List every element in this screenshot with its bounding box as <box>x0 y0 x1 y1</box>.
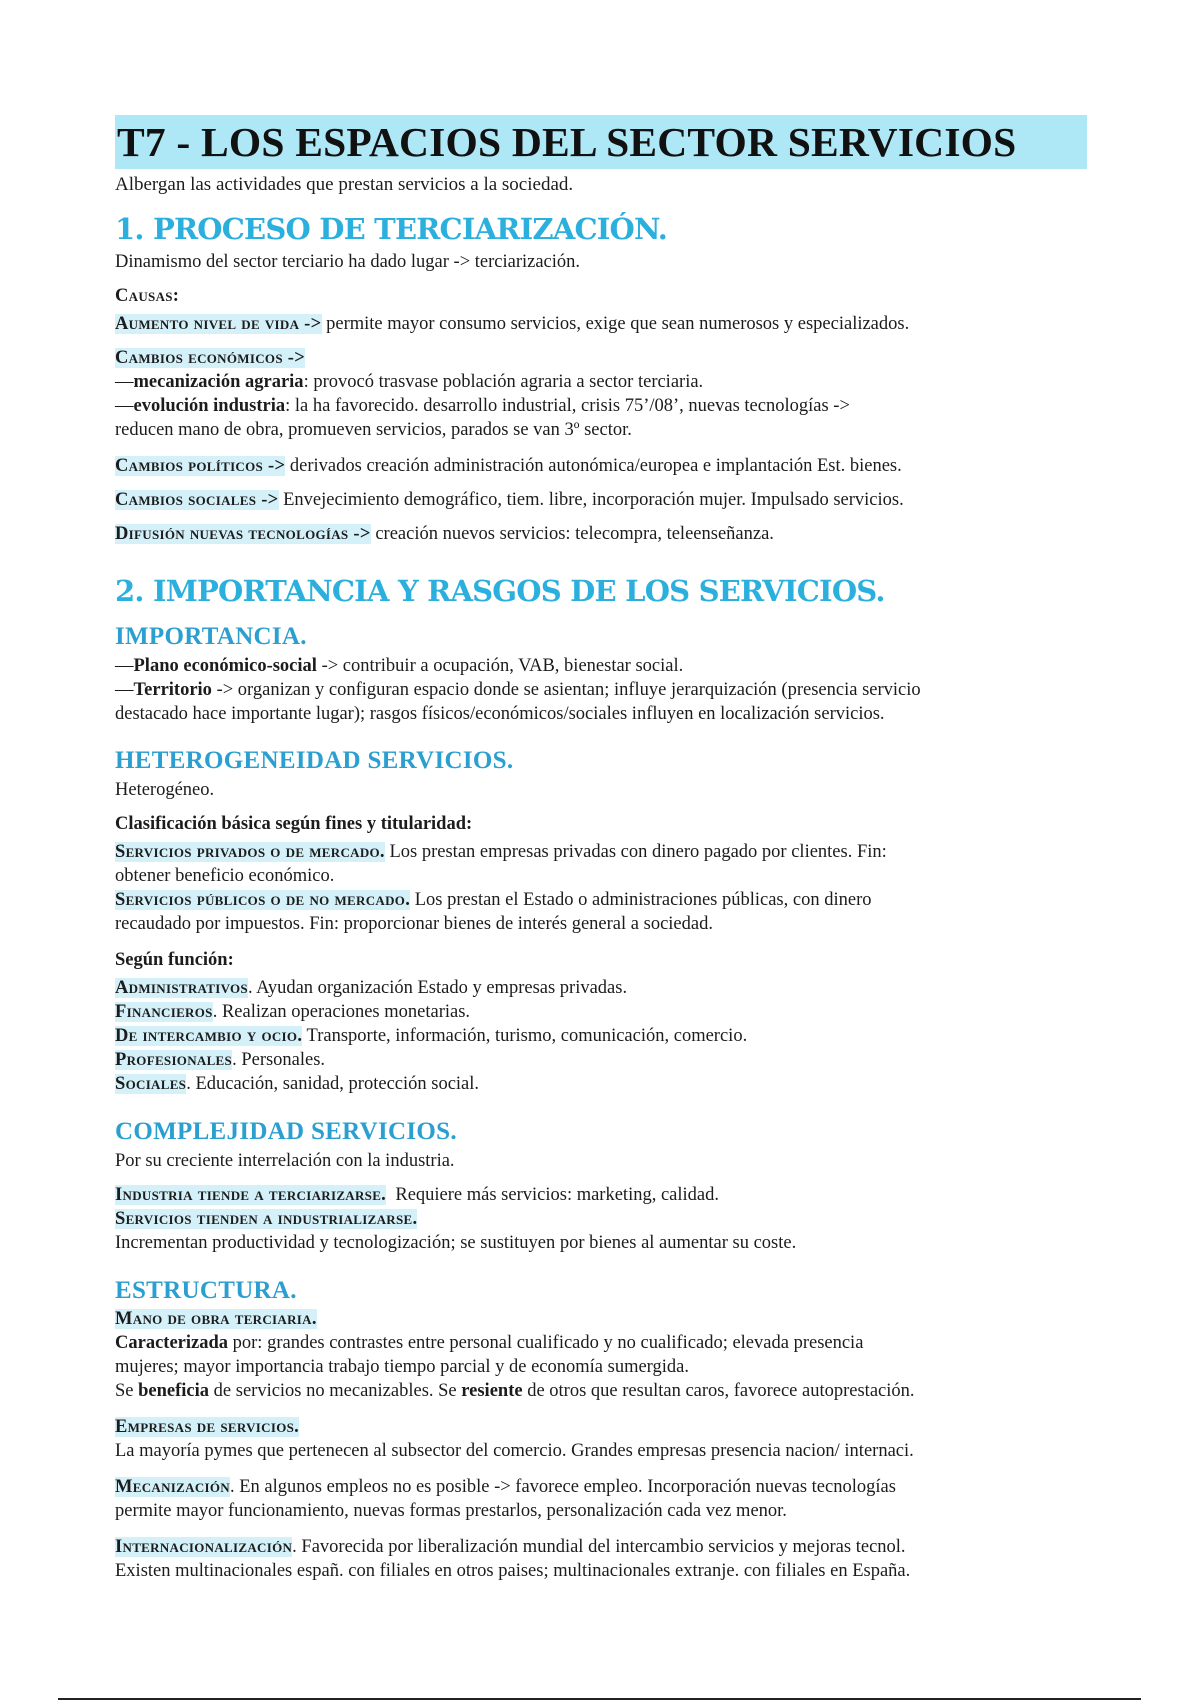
funcion-item-text: . Realizan operaciones monetarias. <box>212 1002 471 1022</box>
caracterizada-bold: Caracterizada <box>115 1333 229 1353</box>
funcion-item-label: Administrativos <box>115 978 248 998</box>
section-1-heading: 1. PROCESO DE TERCIARIZACIÓN. <box>115 212 668 246</box>
dash: — <box>115 372 134 392</box>
cambios-economicos-label <box>115 346 1090 370</box>
dash: — <box>115 396 134 416</box>
causas-label <box>115 284 1090 308</box>
dash: — <box>115 656 134 676</box>
publicos-text: Los prestan el Estado o administraciones públicas, con dinero <box>410 890 872 910</box>
territorio-bold: Territorio <box>133 680 212 700</box>
resiente-bold: resiente <box>461 1381 523 1401</box>
funcion-item-text: Transporte, información, turismo, comunicación, comercio. <box>302 1026 748 1046</box>
publicos-label: Servicios públicos o de no mercado. <box>115 890 411 910</box>
plano-line <box>115 654 1090 678</box>
cambios-sociales-text: Envejecimiento demográfico, tiem. libre, incorporación mujer. Impulsado servicios. <box>278 490 904 510</box>
beneficia-text-a: Se <box>115 1381 139 1401</box>
mecanizacion-bold: mecanización agraria <box>133 372 304 392</box>
plano-bold: Plano económico-social <box>133 656 317 676</box>
aumento-text: permite mayor consumo servicios, exige que sean numerosos y especializados. <box>321 314 910 334</box>
complejidad-heading: COMPLEJIDAD SERVICIOS. <box>115 1118 457 1145</box>
funcion-label <box>115 948 1090 972</box>
funcion-item-text: . Educación, sanidad, protección social. <box>186 1074 480 1094</box>
estructura-heading: ESTRUCTURA. <box>115 1277 297 1304</box>
mecanizacion-text: : provocó trasvase población agraria a sector terciaria. <box>303 372 704 392</box>
empresas-text: La mayoría pymes que pertenecen al subsector del comercio. Grandes empresas presencia nacion/ internaci. <box>115 1441 914 1461</box>
privados-paragraph <box>115 840 1090 864</box>
evolucion-line <box>115 394 1090 418</box>
publicos-line-2: recaudado por impuestos. Fin: proporcionar bienes de interés general a sociedad. <box>115 914 713 934</box>
privados-label: Servicios privados o de mercado. <box>115 842 385 862</box>
funcion-item-text: . Ayudan organización Estado y empresas privadas. <box>247 978 628 998</box>
clasificacion-label <box>115 812 1090 836</box>
territorio-line <box>115 678 1090 702</box>
industria-text: Requiere más servicios: marketing, calidad. <box>386 1185 720 1205</box>
industria-label: Industria tiende a terciarizarse. <box>115 1185 387 1205</box>
privados-text: Los prestan empresas privadas con dinero pagado por clientes. Fin: <box>384 842 887 862</box>
funcion-item <box>115 1000 1090 1024</box>
aumento-label: Aumento nivel de vida -> <box>115 314 322 334</box>
complejidad-lead: Por su creciente interrelación con la industria. <box>115 1151 455 1171</box>
internacionalizacion-text: . Favorecida por liberalización mundial del intercambio servicios y mejoras tecnol. <box>292 1537 906 1557</box>
mecanizacion-paragraph <box>115 1475 1090 1499</box>
beneficia-line <box>115 1379 1090 1403</box>
cambios-politicos-label: Cambios políticos -> <box>115 456 286 476</box>
funcion-label-text: Según función: <box>115 950 234 970</box>
publicos-paragraph <box>115 888 1090 912</box>
intro-text: Albergan las actividades que prestan servicios a la sociedad. <box>115 174 574 195</box>
cambios-politicos-text: derivados creación administración autonómica/europea e implantación Est. bienes. <box>285 456 902 476</box>
heterogeneidad-lead: Heterogéneo. <box>115 780 215 800</box>
funcion-item-text: . Personales. <box>232 1050 326 1070</box>
mecanizacion-text: . En algunos empleos no es posible -> favorece empleo. Incorporación nuevas tecnologías <box>229 1477 896 1497</box>
page-title: T7 - LOS ESPACIOS DEL SECTOR SERVICIOS <box>115 115 1087 169</box>
difusion-label: Difusión nuevas tecnologías -> <box>115 524 371 544</box>
funcion-item-label: De intercambio y ocio. <box>115 1026 303 1046</box>
servicios-industrializarse-label-text: Servicios tienden a industrializarse. <box>115 1209 418 1229</box>
importancia-heading: IMPORTANCIA. <box>115 623 307 650</box>
difusion-text: creación nuevos servicios: telecompra, teleenseñanza. <box>370 524 774 544</box>
internacionalizacion-paragraph <box>115 1535 1090 1559</box>
aumento-paragraph <box>115 312 1090 336</box>
evolucion-line-2: reducen mano de obra, promueven servicios, parados se van 3º sector. <box>115 420 632 440</box>
empresas-label <box>115 1415 1090 1439</box>
privados-line-2: obtener beneficio económico. <box>115 866 335 886</box>
dash: — <box>115 680 134 700</box>
funcion-item-label: Financieros <box>115 1002 213 1022</box>
mano-obra-label-text: Mano de obra terciaria. <box>115 1309 317 1329</box>
evolucion-bold: evolución industria <box>133 396 286 416</box>
mecanizacion-label: Mecanización <box>115 1477 230 1497</box>
caracterizada-line-2: mujeres; mayor importancia trabajo tiempo parcial y de economía sumergida. <box>115 1357 689 1377</box>
servicios-industrializarse-label <box>115 1207 1090 1231</box>
mecanizacion-line <box>115 370 1090 394</box>
servicios-industrializarse-text: Incrementan productividad y tecnologización; se sustituyen por bienes al aumentar su coste. <box>115 1233 797 1253</box>
caracterizada-line <box>115 1331 1090 1355</box>
internacionalizacion-label: Internacionalización <box>115 1537 293 1557</box>
funcion-item <box>115 1048 1090 1072</box>
section-1-lead: Dinamismo del sector terciario ha dado lugar -> terciarización. <box>115 252 581 272</box>
clasificacion-label-text: Clasificación básica según fines y titularidad: <box>115 814 473 834</box>
territorio-text: -> organizan y configuran espacio donde se asientan; influye jerarquización (presencia servicio <box>211 680 921 700</box>
mecanizacion-line-2: permite mayor funcionamiento, nuevas formas prestarlos, personalización cada vez menor. <box>115 1501 787 1521</box>
funcion-item-label: Sociales <box>115 1074 187 1094</box>
beneficia-text-b: de servicios no mecanizables. Se <box>209 1381 462 1401</box>
beneficia-bold: beneficia <box>138 1381 210 1401</box>
funcion-item <box>115 1072 1090 1096</box>
mano-obra-label <box>115 1307 1090 1331</box>
plano-text: -> contribuir a ocupación, VAB, bienestar social. <box>316 656 684 676</box>
empresas-label-text: Empresas de servicios. <box>115 1417 300 1437</box>
beneficia-text-c: de otros que resultan caros, favorece autoprestación. <box>522 1381 915 1401</box>
heterogeneidad-heading: HETEROGENEIDAD SERVICIOS. <box>115 747 514 774</box>
section-2-heading: 2. IMPORTANCIA Y RASGOS DE LOS SERVICIOS. <box>115 574 885 608</box>
industria-paragraph <box>115 1183 1090 1207</box>
cambios-politicos-paragraph <box>115 454 1090 478</box>
caracterizada-text: por: grandes contrastes entre personal cualificado y no cualificado; elevada presencia <box>228 1333 864 1353</box>
cambios-economicos-label-text: Cambios económicos -> <box>115 348 306 368</box>
funcion-item <box>115 976 1090 1000</box>
funcion-item-label: Profesionales <box>115 1050 233 1070</box>
territorio-line-2: destacado hace importante lugar); rasgos físicos/económicos/sociales influyen en localización servicios. <box>115 704 885 724</box>
difusion-paragraph <box>115 522 1090 546</box>
evolucion-text: : la ha favorecido. desarrollo industrial, crisis 75’/08’, nuevas tecnologías -> <box>285 396 850 416</box>
cambios-sociales-paragraph <box>115 488 1090 512</box>
causas-label-text: Causas: <box>115 286 180 306</box>
cambios-sociales-label: Cambios sociales -> <box>115 490 279 510</box>
funcion-item <box>115 1024 1090 1048</box>
internacionalizacion-line-2: Existen multinacionales españ. con filiales en otros paises; multinacionales extranje. con filiales en España. <box>115 1561 911 1581</box>
